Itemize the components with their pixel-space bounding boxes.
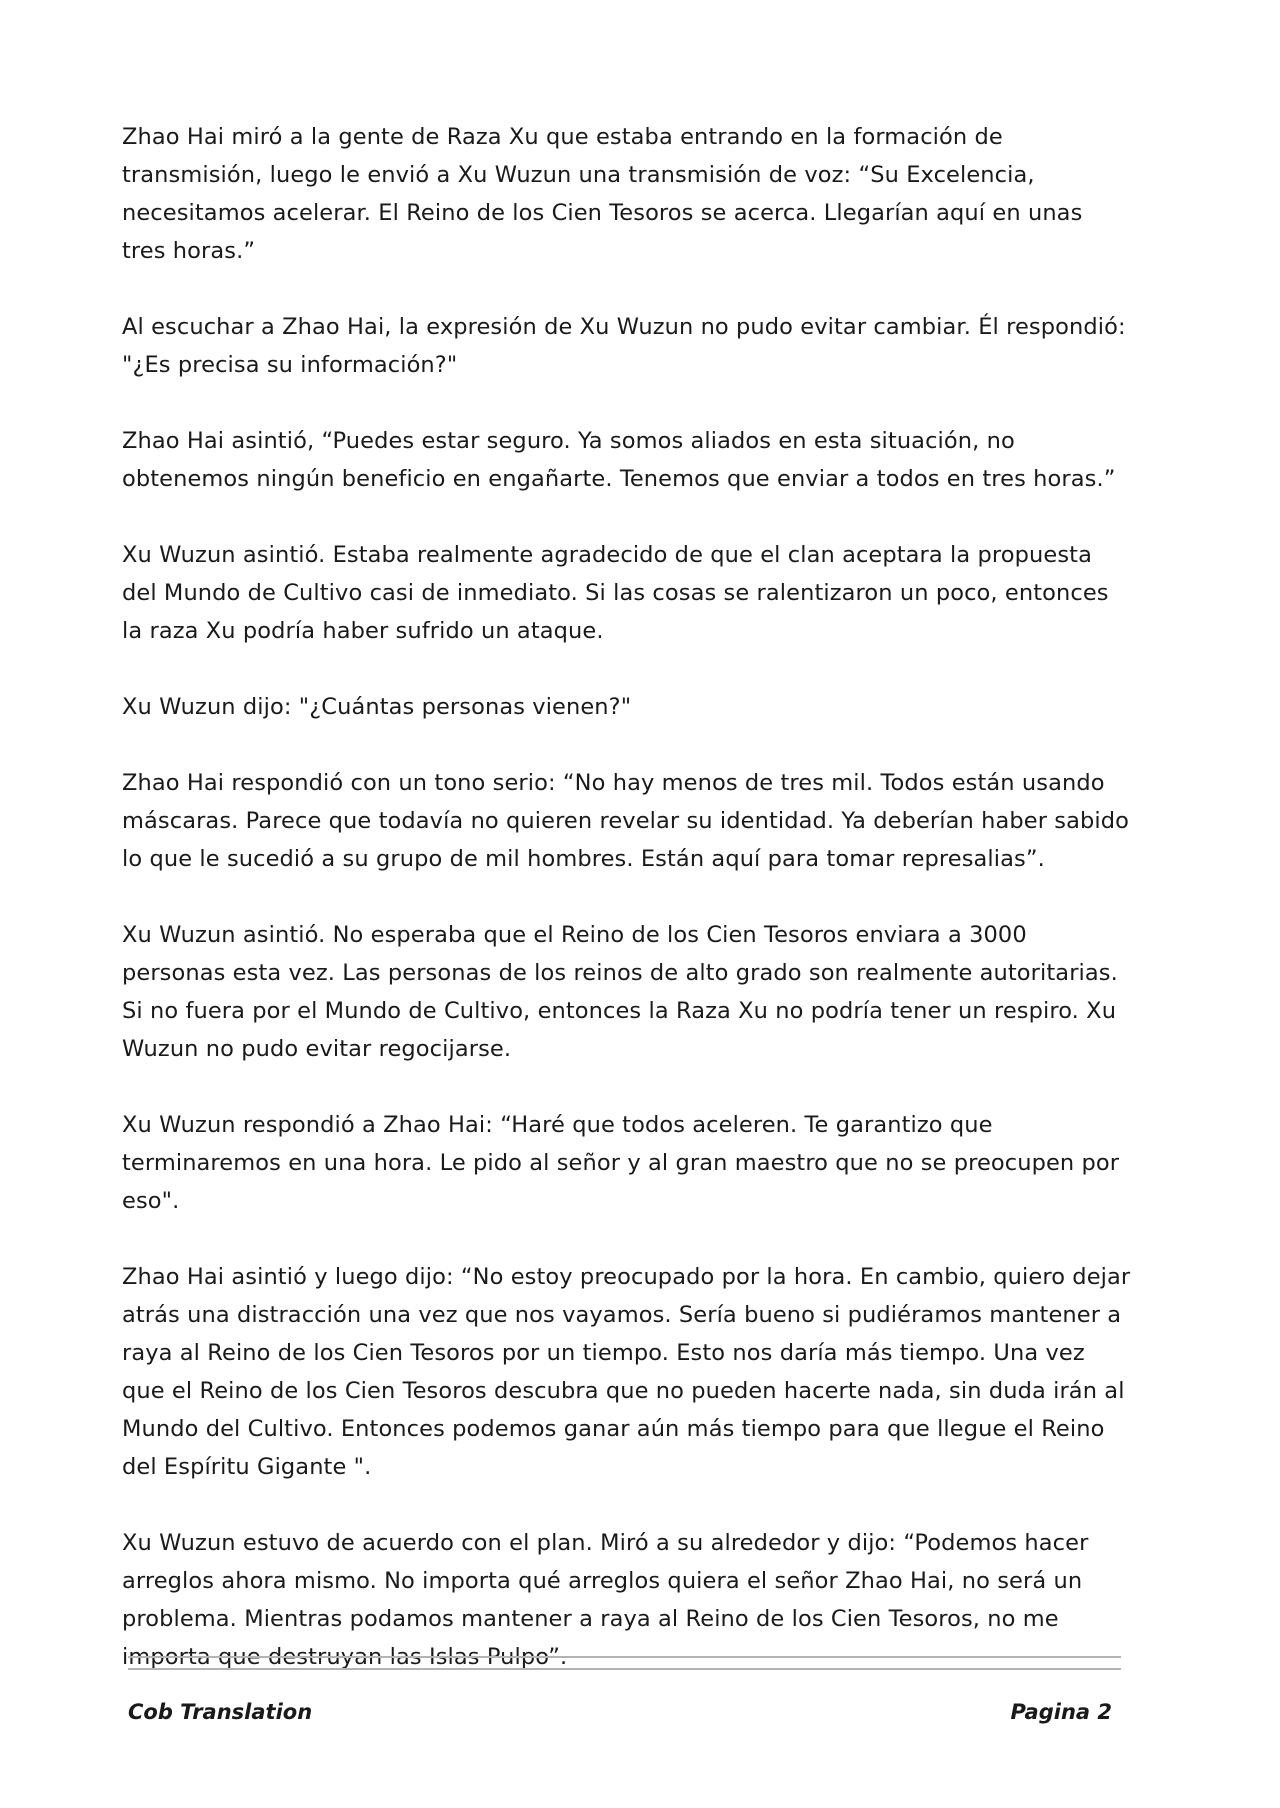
paragraph-3: Zhao Hai asintió, “Puedes estar seguro. Ya somos aliados en esta situación, no obtenemos ningún beneficio en engañarte. Tenemos que enviar a todos en tres horas.”: [122, 428, 1116, 492]
footer-credit: Cob Translation: [128, 1700, 313, 1724]
paragraph-8: Xu Wuzun respondió a Zhao Hai: “Haré que todos aceleren. Te garantizo que terminaremos en una hora. Le pido al señor y al gran maestro que no se preocupen por eso".: [122, 1112, 1120, 1214]
paragraph-1: Zhao Hai miró a la gente de Raza Xu que estaba entrando en la formación de transmisión, luego le envió a Xu Wuzun una transmisión de voz: “Su Excelencia, necesitamos acelerar. El Reino de los Cien Tesoros se acerca. Llegarían aquí en unas tres horas.”: [122, 124, 1083, 264]
footer-divider-top: [128, 1656, 1121, 1658]
footer-divider-bottom: [128, 1668, 1121, 1670]
paragraph-2: Al escuchar a Zhao Hai, la expresión de Xu Wuzun no pudo evitar cambiar. Él respondió: "¿Es precisa su información?": [122, 314, 1126, 378]
paragraph-6: Zhao Hai respondió con un tono serio: “No hay menos de tres mil. Todos están usando máscaras. Parece que todavía no quieren revelar su identidad. Ya deberían haber sabido lo que le sucedió a su grupo de mil hombres. Están aquí para tomar represalias”.: [122, 770, 1129, 872]
document-body: [122, 118, 1132, 1714]
paragraph-7: Xu Wuzun asintió. No esperaba que el Reino de los Cien Tesoros enviara a 3000 personas esta vez. Las personas de los reinos de alto grado son realmente autoritarias. Si no fuera por el Mundo de Cultivo, entonces la Raza Xu no podría tener un respiro. Xu Wuzun no pudo evitar regocijarse.: [122, 922, 1118, 1062]
paragraph-10: Xu Wuzun estuvo de acuerdo con el plan. Miró a su alrededor y dijo: “Podemos hacer arreglos ahora mismo. No importa qué arreglos quiera el señor Zhao Hai, no será un problema. Mientras podamos mantener a raya al Reino de los Cien Tesoros, no me importa que destruyan las Islas Pulpo”.: [122, 1530, 1089, 1670]
paragraph-5: Xu Wuzun dijo: "¿Cuántas personas vienen?": [122, 694, 632, 720]
paragraph-9: Zhao Hai asintió y luego dijo: “No estoy preocupado por la hora. En cambio, quiero dejar atrás una distracción una vez que nos vayamos. Sería bueno si pudiéramos mantener a raya al Reino de los Cien Tesoros por un tiempo. Esto nos daría más tiempo. Una vez que el Reino de los Cien Tesoros descubra que no pueden hacerte nada, sin duda irán al Mundo del Cultivo. Entonces podemos ganar aún más tiempo para que llegue el Reino del Espíritu Gigante ".: [122, 1264, 1131, 1480]
paragraph-4: Xu Wuzun asintió. Estaba realmente agradecido de que el clan aceptara la propuesta del Mundo de Cultivo casi de inmediato. Si las cosas se ralentizaron un poco, entonces la raza Xu podría haber sufrido un ataque.: [122, 542, 1109, 644]
page-number: Pagina 2: [1010, 1700, 1112, 1724]
